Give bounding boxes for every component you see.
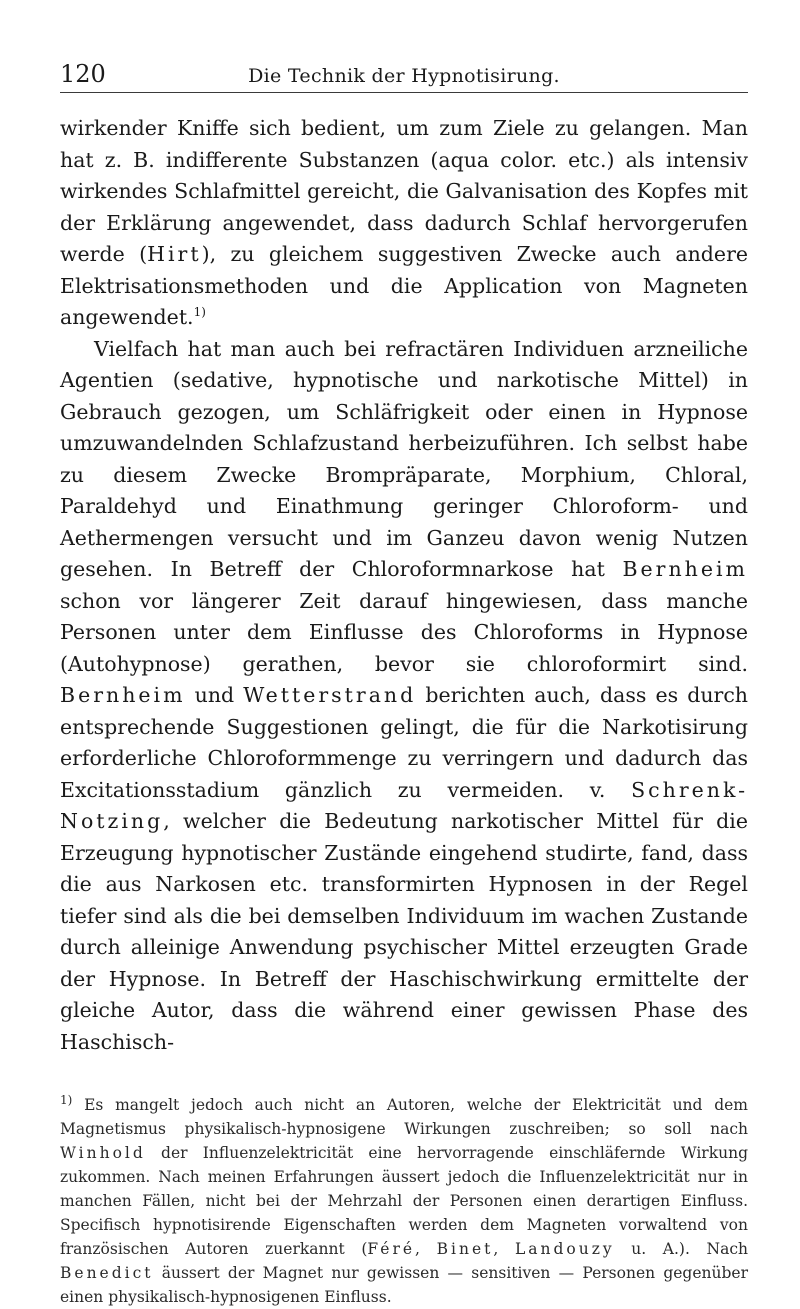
page-number: 120	[60, 60, 106, 88]
author-name: Binet	[436, 1240, 494, 1258]
author-name: Landouzy	[514, 1240, 615, 1258]
paragraph-2-text-d: berichten auch, dass es durch entsprechende Suggestionen gelingt, die für die Narkotisirung erforderliche Chloroformmenge zu verringern und dadurch das Excitationsstadium gänzlich zu vermeiden. v.	[60, 683, 748, 802]
body-text	[60, 113, 748, 1058]
footnote-text-a: Es mangelt jedoch auch nicht an Autoren, welche der Elektricität und dem Magnetismus physikalisch-hypnosigene Wirkungen zuschreiben; so soll nach	[60, 1096, 748, 1138]
author-name: Wetterstrand	[243, 683, 417, 707]
paragraph-2-text-b: schon vor längerer Zeit darauf hingewiesen, dass manche Personen unter dem Einflusse des Chloroforms in Hypnose (Autohypnose) gerathen, bevor sie chloroformirt sind.	[60, 588, 748, 676]
footnote-mark: 1)	[60, 1092, 73, 1107]
running-title: Die Technik der Hypnotisirung.	[248, 65, 560, 87]
paragraph-1-text-a: wirkender Kniffe sich bedient, um zum Ziele zu gelangen. Man hat z. B. indifferente Substanzen (aqua color. etc.) als intensiv wirkendes Schlafmittel gereicht, die Galvanisation des Kopfes mit der Erklärung angewendet, dass dadurch Schlaf hervorgerufen werde (	[60, 116, 748, 266]
page-header	[60, 60, 748, 93]
paragraph-2-text-e: , welcher die Bedeutung narkotischer Mittel für die Erzeugung hypnotischer Zustände eingehend studirte, fand, dass die aus Narkosen etc. transformirten Hypnosen in der Regel tiefer sind als die bei demselben Individuum im wachen Zustande durch alleinige Anwendung psychischer Mittel erzeugten Grade der Hypnose. In Betreff der Haschischwirkung ermittelte der gleiche Autor, dass die während einer gewissen Phase des Haschisch-	[60, 809, 748, 1054]
author-name: Benedict	[60, 1264, 154, 1282]
footnotes	[60, 1093, 748, 1309]
author-name: Hirt	[147, 242, 202, 266]
footnote-text-b: der Influenzelektricität eine hervorragende einschläfernde Wirkung zukommen. Nach meinen Erfahrungen äussert jedoch die Influenzelektricität nur in manchen Fällen, nicht bei der Mehrzahl der Personen einen derartigen Einfluss. Specifisch hypnotisirende Eigenschaften werden dem Magneten vorwaltend von französischen Autoren zuerkannt (	[60, 1144, 748, 1258]
footnote-text-f: äussert der Magnet nur gewissen — sensitiven — Personen gegenüber einen physikalisch-hypnosigenen Einfluss.	[60, 1264, 748, 1306]
author-name: Féré	[367, 1240, 416, 1258]
footnote-text-e: u. A.). Nach	[614, 1240, 749, 1258]
footnote-text-c: ,	[415, 1240, 437, 1258]
footnote-reference: 1)	[193, 305, 206, 320]
author-name: Bernheim	[60, 683, 186, 707]
footnote-text-d: ,	[493, 1240, 515, 1258]
author-name: Schrenk-Notzing	[60, 777, 748, 833]
paragraph-2-text-c: und	[185, 683, 244, 707]
paragraph-1	[60, 113, 748, 334]
paragraph-1-text-b: ), zu gleichem suggestiven Zwecke auch andere Elektrisationsmethoden und die Application von Magneten angewendet.	[60, 242, 748, 329]
author-name: Winhold	[60, 1144, 146, 1162]
footnote-1	[60, 1093, 748, 1309]
author-name: Bernheim	[622, 557, 748, 581]
paragraph-2	[60, 334, 748, 1059]
paragraph-2-text-a: Vielfach hat man auch bei refractären Individuen arzneiliche Agentien (sedative, hypnotische und narkotische Mittel) in Gebrauch gezogen, um Schläfrigkeit oder einen in Hypnose umzuwandelnden Schlafzustand herbeizuführen. Ich selbst habe zu diesem Zwecke Brompräparate, Morphium, Chloral, Paraldehyd und Einathmung geringer Chloroform- und Aethermengen versucht und im Ganzeu davon wenig Nutzen gesehen. In Betreff der Chloroformnarkose hat	[60, 336, 748, 581]
book-page	[60, 60, 748, 1309]
